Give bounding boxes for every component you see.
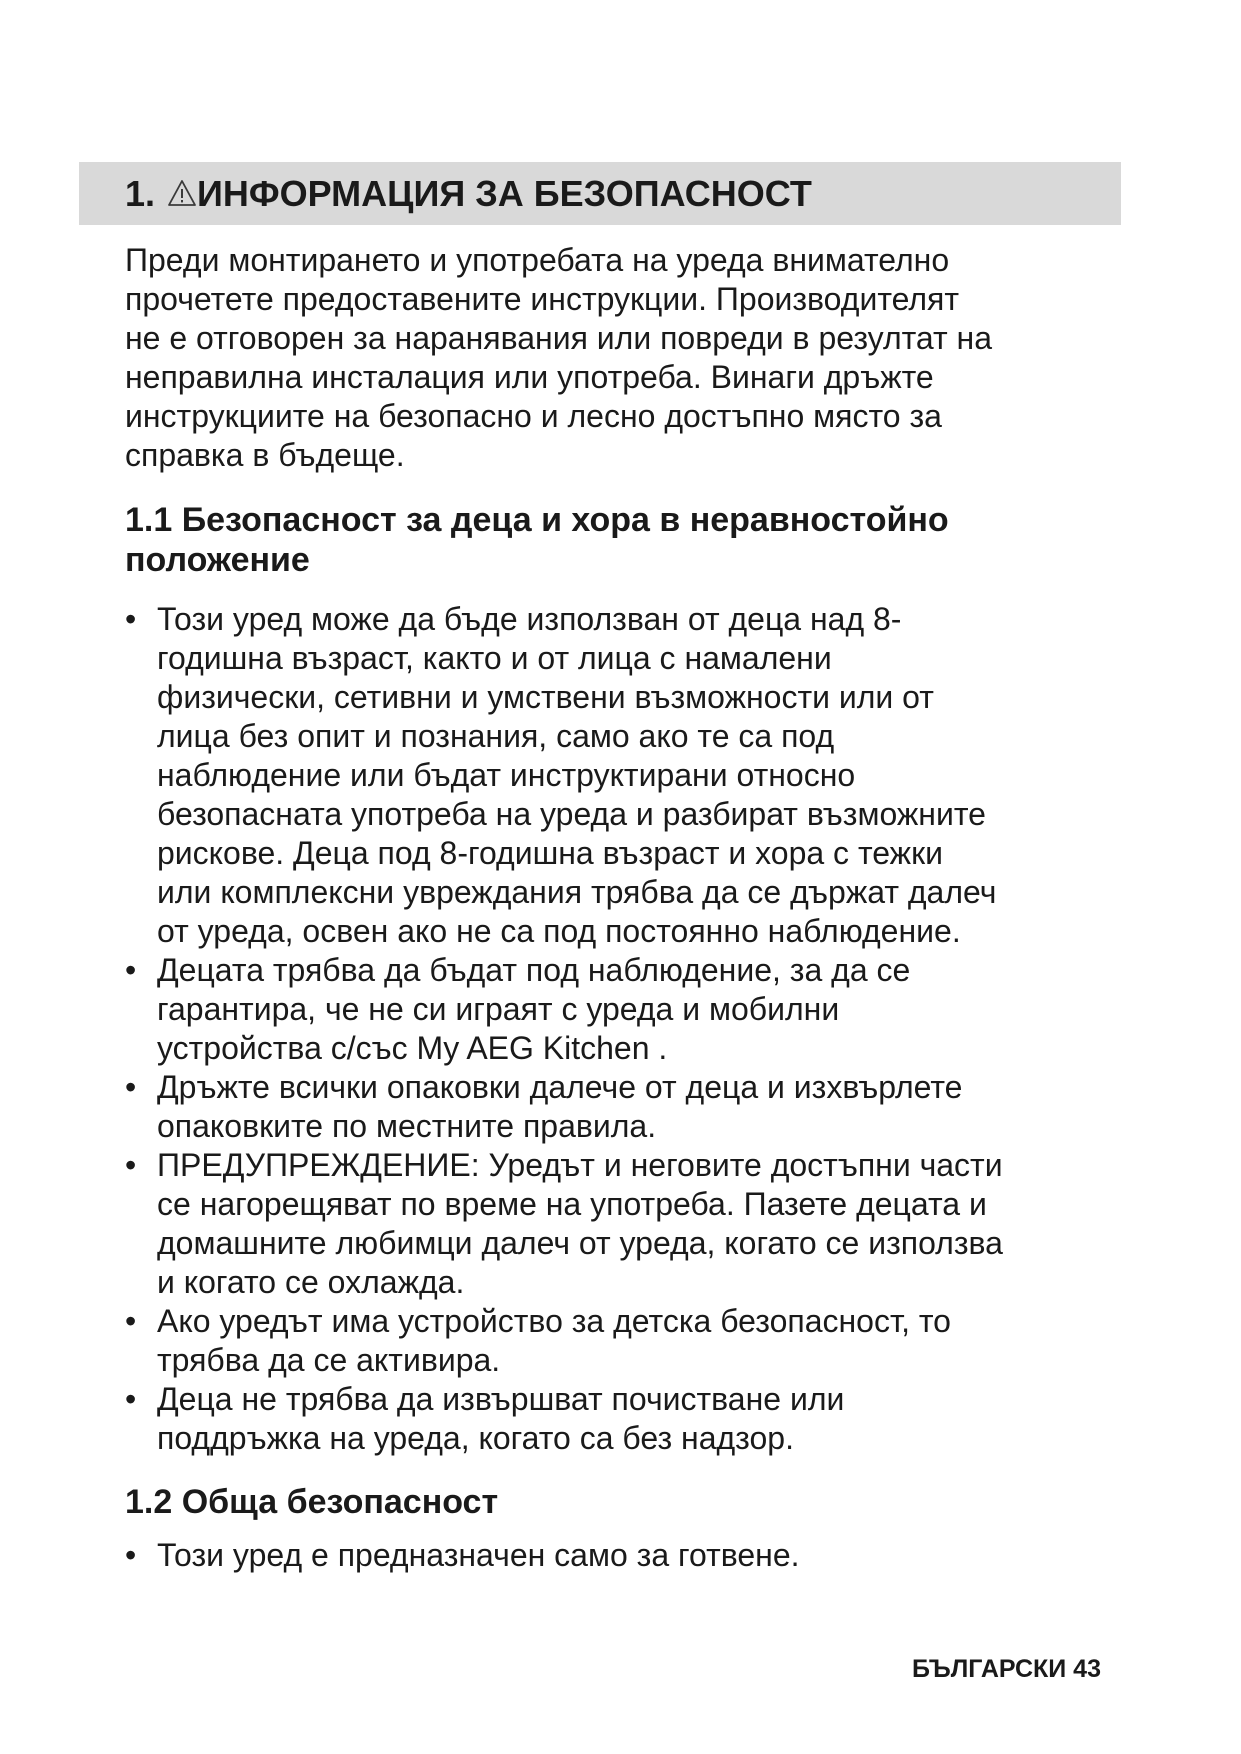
list-item-line: Ако уредът има устройство за детска безопасност, то	[157, 1303, 951, 1339]
list-item-line: се нагорещяват по време на употреба. Пазете децата и	[157, 1186, 987, 1222]
list-item-line: гарантира, че не си играят с уреда и мобилни	[157, 991, 840, 1027]
bullet-dot: •	[125, 601, 137, 637]
list-item	[125, 600, 1135, 951]
list-item-line: лица без опит и познания, само ако те са под	[157, 718, 835, 754]
subsection-title-line: 1.2 Обща безопасност	[125, 1483, 499, 1521]
intro-line: прочетете предоставените инструкции. Производителят	[125, 281, 959, 317]
list-item	[125, 1302, 1135, 1380]
intro-paragraph	[125, 241, 1135, 475]
subsection-title-line: 1.1 Безопасност за деца и хора в неравностойно	[125, 501, 949, 539]
bullet-dot: •	[125, 1303, 137, 1339]
list-item-line: или комплексни увреждания трябва да се държат далеч	[157, 874, 997, 910]
section-title-text: ИНФОРМАЦИЯ ЗА БЕЗОПАСНОСТ	[197, 173, 812, 214]
bullet-list-1-1	[125, 600, 1135, 1458]
subsection-title-1-1	[125, 500, 949, 580]
list-item-line: от уреда, освен ако не са под постоянно наблюдение.	[157, 913, 961, 949]
intro-line: неправилна инсталация или употреба. Винаги дръжте	[125, 359, 934, 395]
bullet-dot: •	[125, 952, 137, 988]
list-item-line: Този уред може да бъде използван от деца над 8-	[157, 601, 902, 637]
list-item-line: трябва да се активира.	[157, 1342, 501, 1378]
list-item-line: устройства с/със My AEG Kitchen .	[157, 1030, 668, 1066]
list-item	[125, 1536, 1135, 1575]
list-item-line: рискове. Деца под 8-годишна възраст и хора с тежки	[157, 835, 943, 871]
intro-line: не е отговорен за наранявания или повреди в резултат на	[125, 320, 993, 356]
subsection-title-1-2	[125, 1482, 498, 1522]
list-item-line: физически, сетивни и умствени възможности или от	[157, 679, 934, 715]
bullet-list-1-2	[125, 1536, 1135, 1575]
list-item-line: безопасната употреба на уреда и разбират възможните	[157, 796, 986, 832]
intro-line: инструкциите на безопасно и лесно достъпно място за	[125, 398, 942, 434]
list-item	[125, 951, 1135, 1068]
bullet-dot: •	[125, 1147, 137, 1183]
list-item-line: наблюдение или бъдат инструктирани относно	[157, 757, 856, 793]
section-number: 1.	[125, 173, 156, 214]
list-item-line: годишна възраст, както и от лица с намалени	[157, 640, 832, 676]
list-item	[125, 1146, 1135, 1302]
list-item-line: и когато се охлажда.	[157, 1264, 465, 1300]
list-item-line: Деца не трябва да извършват почистване или	[157, 1381, 845, 1417]
subsection-title-line: положение	[125, 541, 310, 579]
list-item-line: ПРЕДУПРЕЖДЕНИЕ: Уредът и неговите достъпни части	[157, 1147, 1003, 1183]
bullet-dot: •	[125, 1537, 137, 1573]
bullet-dot: •	[125, 1069, 137, 1105]
list-item-line: Дръжте всички опаковки далече от деца и изхвърлете	[157, 1069, 963, 1105]
list-item-line: Децата трябва да бъдат под наблюдение, за да се	[157, 952, 911, 988]
list-item-line: Този уред е предназначен само за готвене.	[157, 1537, 800, 1573]
list-item	[125, 1068, 1135, 1146]
page-footer: БЪЛГАРСКИ 43	[911, 1655, 1101, 1683]
section-title	[125, 172, 812, 216]
intro-line: справка в бъдеще.	[125, 437, 405, 473]
list-item-line: опаковките по местните правила.	[157, 1108, 657, 1144]
list-item-line: домашните любимци далеч от уреда, когато се използва	[157, 1225, 1003, 1261]
list-item	[125, 1380, 1135, 1458]
warning-triangle-icon	[167, 178, 197, 208]
bullet-dot: •	[125, 1381, 137, 1417]
intro-line: Преди монтирането и употребата на уреда внимателно	[125, 242, 950, 278]
list-item-line: поддръжка на уреда, когато са без надзор.	[157, 1420, 794, 1456]
